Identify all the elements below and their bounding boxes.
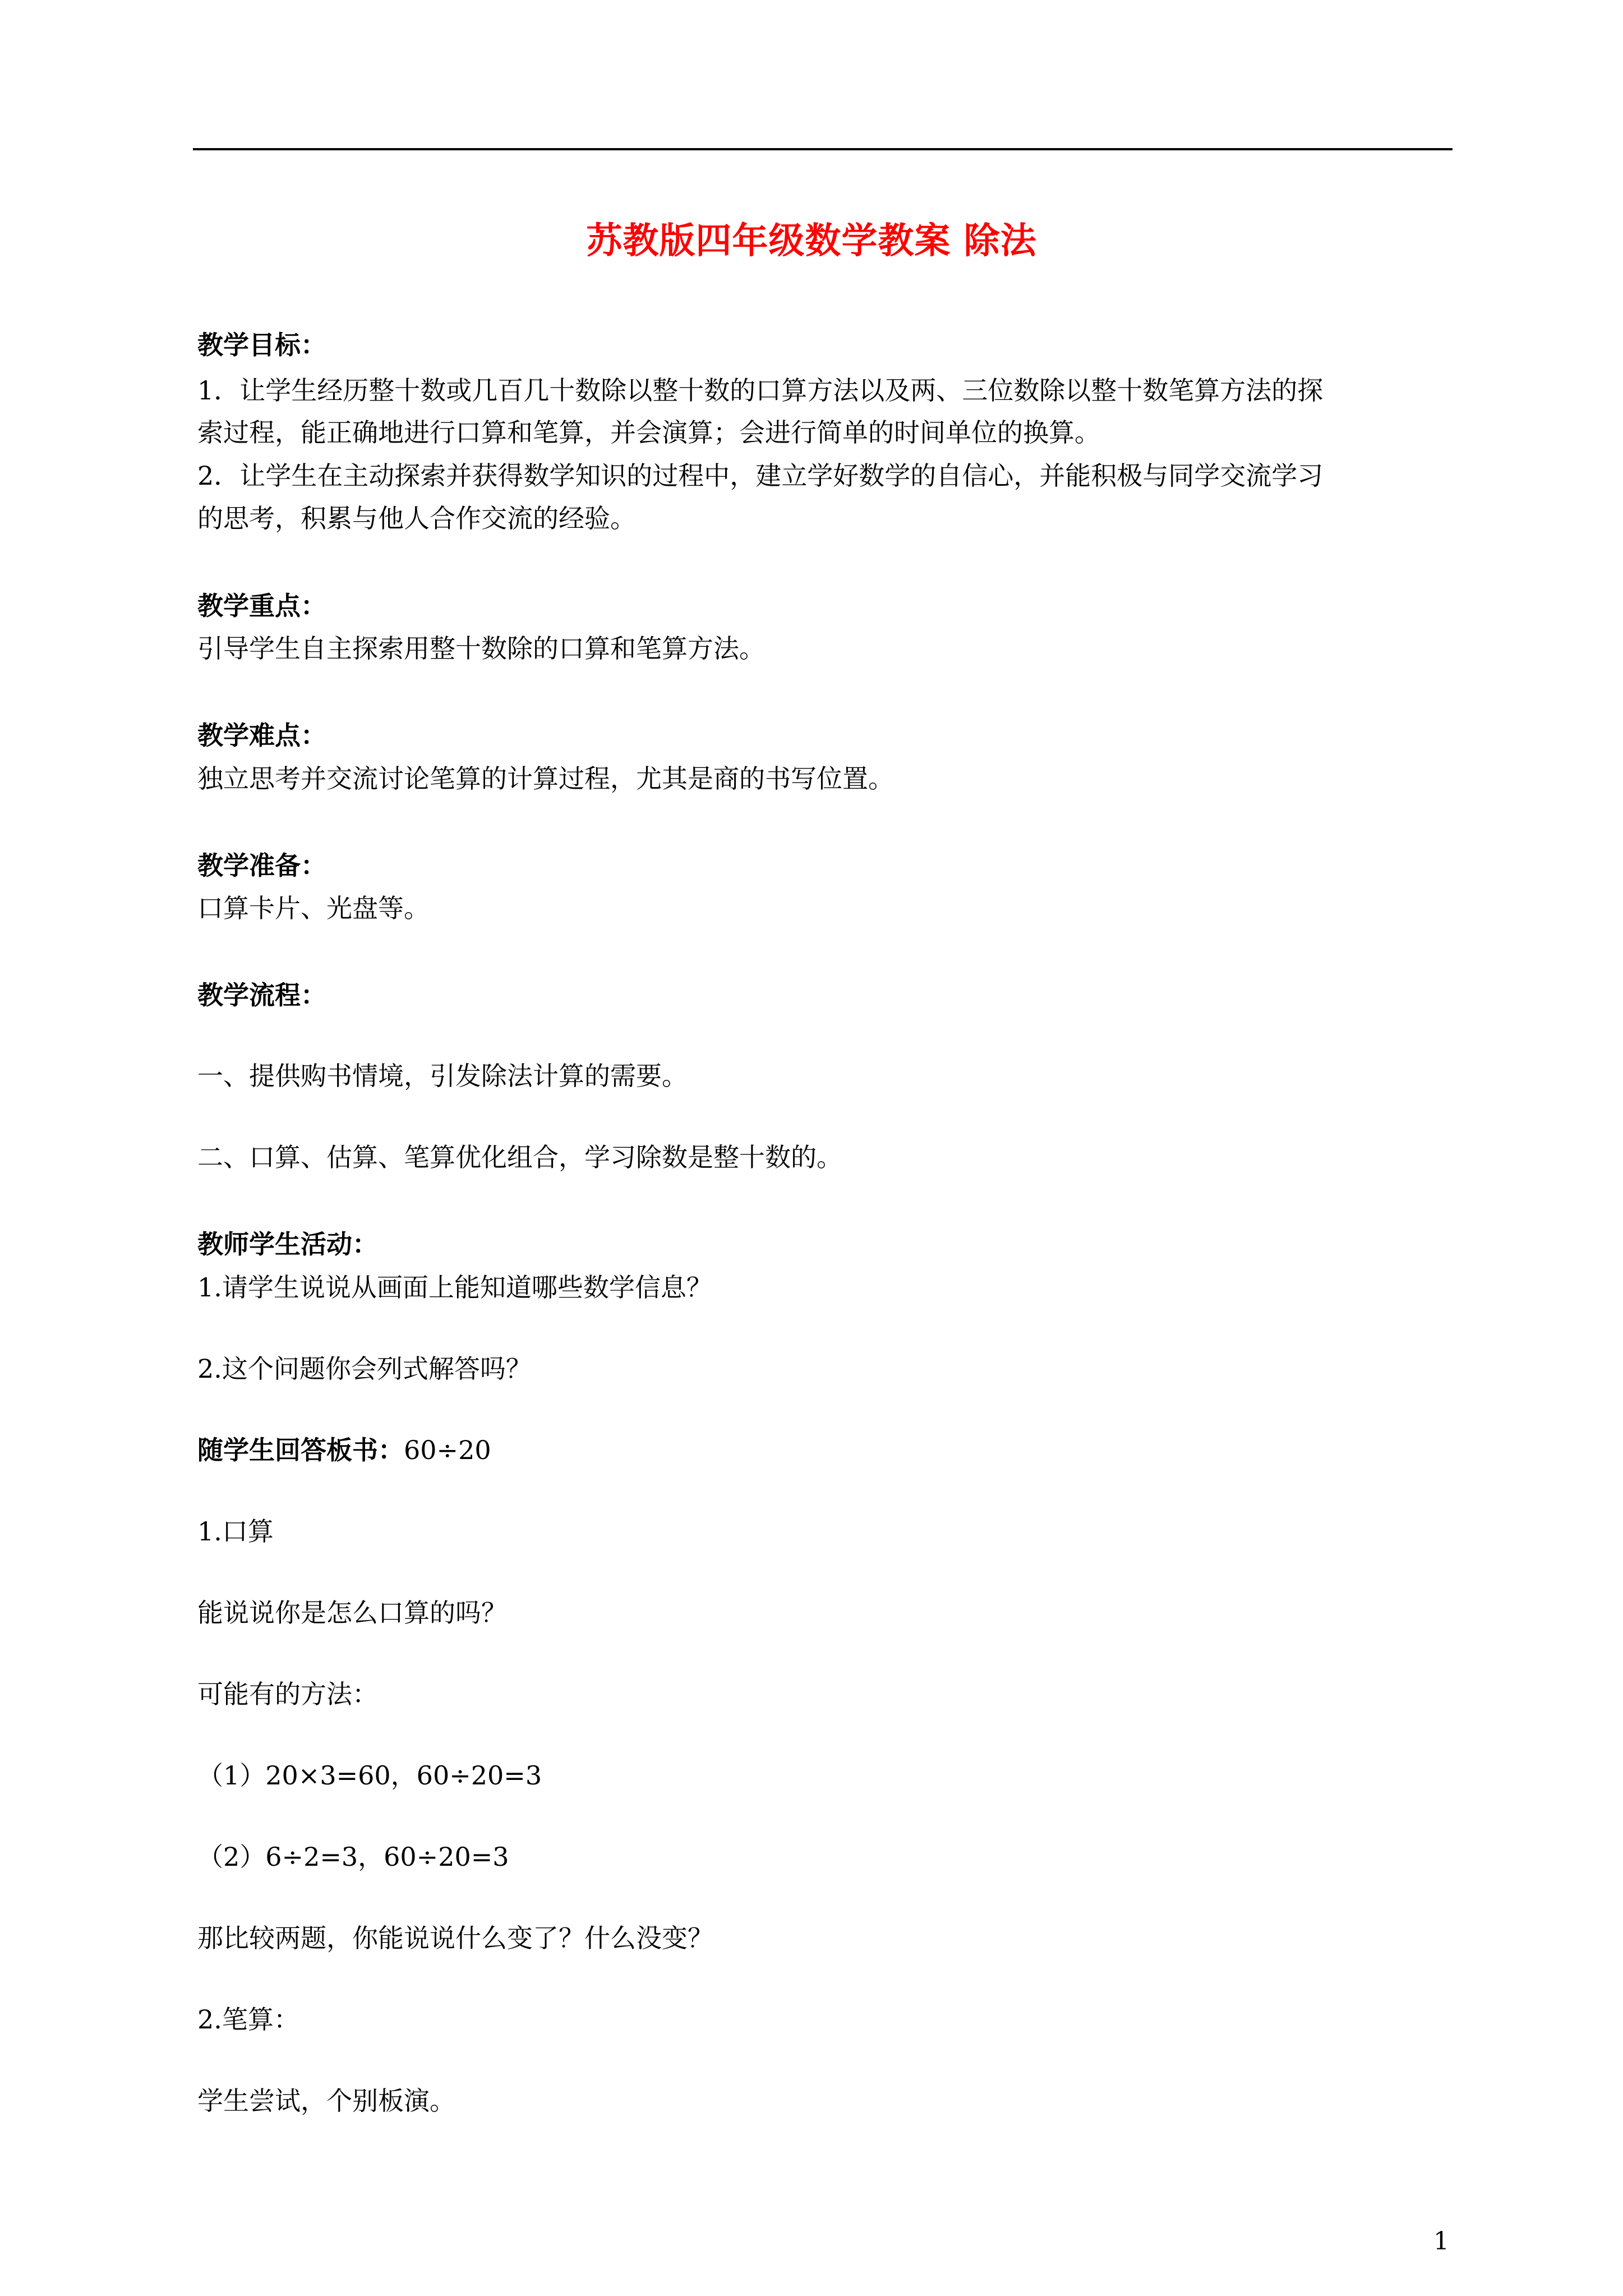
board-writing — [197, 1437, 491, 1463]
activity-question-1: 1.请学生说说从画面上能知道哪些数学信息？ — [197, 1272, 712, 1303]
objectives-line-1: 1．让学生经历整十数或几百几十数除以整十数的口算方法以及两、三位数除以整十数笔算方法的探 — [197, 375, 1324, 406]
process-heading: 教学流程： — [197, 980, 326, 1010]
board-expression: 60÷20 — [404, 1435, 491, 1465]
preparation-text: 口算卡片、光盘等。 — [197, 893, 430, 923]
compare-question: 那比较两题，你能说说什么变了？什么没变？ — [197, 1923, 713, 1953]
activities-heading: 教师学生活动： — [197, 1229, 378, 1259]
oral-calculation: 1.口算 — [197, 1516, 274, 1547]
methods-label: 可能有的方法： — [197, 1679, 378, 1709]
objectives-heading: 教学目标： — [197, 330, 326, 360]
process-step-2: 二、口算、估算、笔算优化组合，学习除数是整十数的。 — [197, 1142, 842, 1172]
student-try: 学生尝试，个别板演。 — [197, 2086, 455, 2116]
difficulties-text: 独立思考并交流讨论笔算的计算过程，尤其是商的书写位置。 — [197, 763, 894, 794]
written-calculation: 2.笔算： — [197, 2004, 299, 2035]
objectives-line-2: 索过程，能正确地进行口算和笔算，并会演算；会进行简单的时间单位的换算。 — [197, 417, 1100, 448]
key-points-heading: 教学重点： — [197, 591, 326, 621]
objectives-line-4: 的思考，积累与他人合作交流的经验。 — [197, 503, 636, 533]
board-label: 随学生回答板书： — [197, 1435, 404, 1465]
process-step-1: 一、提供购书情境，引发除法计算的需要。 — [197, 1061, 688, 1091]
document-title: 苏教版四年级数学教案 除法 — [586, 220, 1037, 262]
activity-question-2: 2.这个问题你会列式解答吗？ — [197, 1354, 532, 1384]
header-rule — [193, 148, 1453, 150]
oral-question: 能说说你是怎么口算的吗？ — [197, 1598, 507, 1628]
page-number: 1 — [1433, 2227, 1449, 2256]
difficulties-heading: 教学难点： — [197, 720, 326, 751]
method-2: （2）6÷2=3，60÷20=3 — [197, 1842, 509, 1872]
objectives-line-3: 2．让学生在主动探索并获得数学知识的过程中，建立学好数学的自信心，并能积极与同学交流学习 — [197, 461, 1324, 491]
preparation-heading: 教学准备： — [197, 850, 326, 881]
key-points-text: 引导学生自主探索用整十数除的口算和笔算方法。 — [197, 633, 765, 664]
method-1: （1）20×3=60，60÷20=3 — [197, 1760, 542, 1791]
